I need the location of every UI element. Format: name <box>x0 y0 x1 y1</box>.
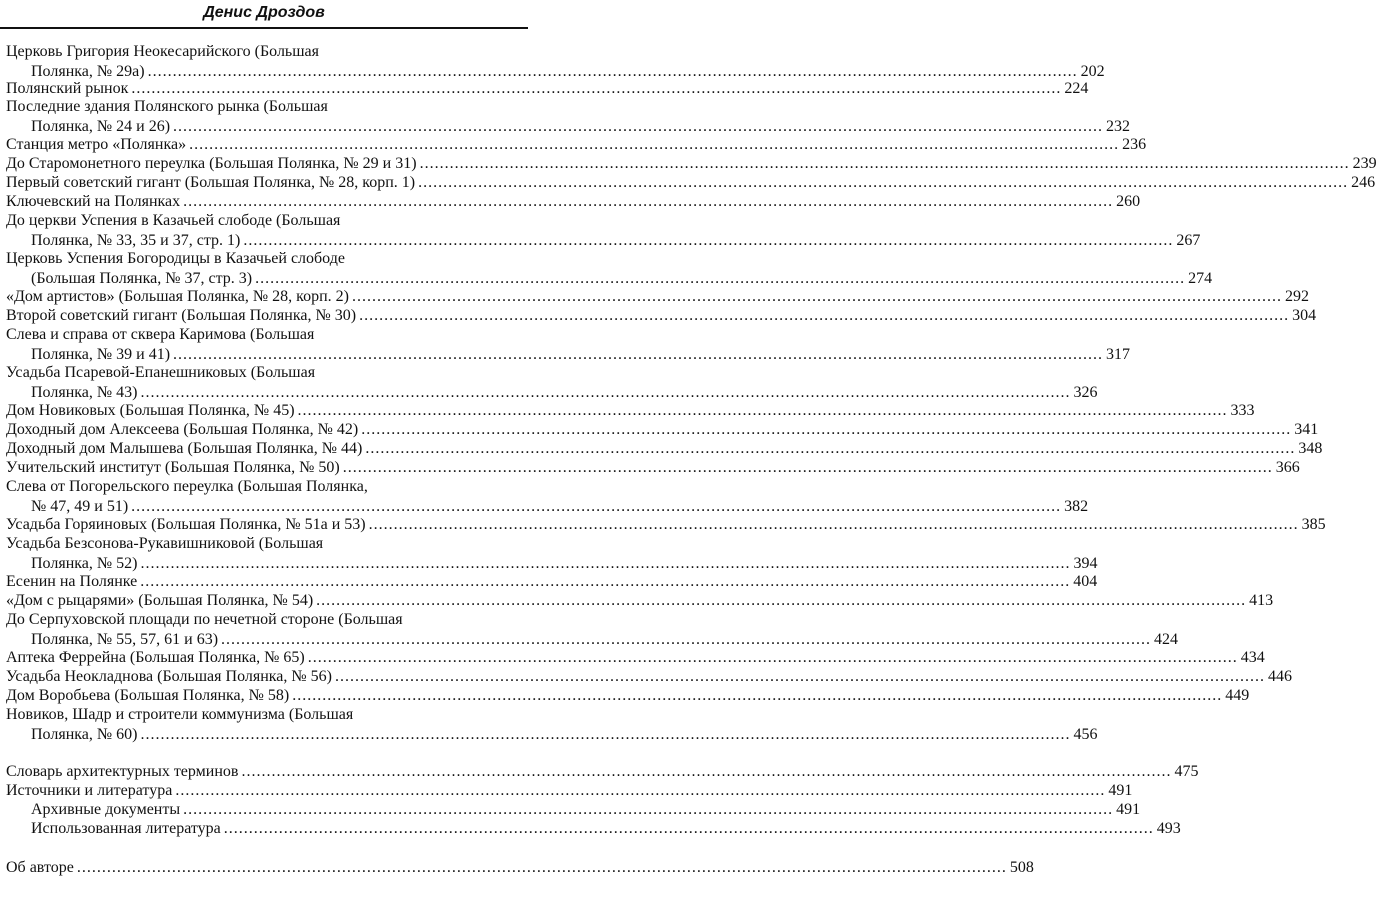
toc-entry <box>6 420 1319 440</box>
leader-dots <box>131 497 1061 517</box>
toc-entry-title: Полянка, № 55, 57, 61 и 63) <box>31 631 219 648</box>
toc-entry-title: Доходный дом Малышева (Большая Полянка, № 44) <box>6 440 363 457</box>
toc-entry <box>6 781 1133 801</box>
toc-entry-page: 424 <box>1154 631 1179 648</box>
toc-entry-title: Ключевский на Полянках <box>6 193 181 210</box>
toc-entry-title: № 47, 49 и 51) <box>31 498 129 515</box>
toc-entry-page: 246 <box>1351 174 1376 191</box>
leader-dots <box>140 554 1070 574</box>
toc-entry-title-line1: Последние здания Полянского рынка (Большая <box>6 98 328 115</box>
toc-entry-title: Полянка, № 60) <box>31 726 138 743</box>
toc-entry-title: Архивные документы <box>31 801 181 818</box>
toc-entry-page: 475 <box>1174 763 1199 780</box>
toc-entry <box>6 249 1213 289</box>
leader-dots <box>140 383 1070 403</box>
leader-dots <box>352 287 1282 307</box>
leader-dots <box>183 192 1113 212</box>
toc-entry <box>6 211 1201 251</box>
toc-entry-title: Использованная литература <box>31 820 221 837</box>
leader-dots <box>365 439 1295 459</box>
toc-entry <box>6 97 1131 137</box>
leader-dots <box>175 781 1105 801</box>
toc-entry-title-line1: Слева от Погорельского переулка (Большая Полянка, <box>6 478 368 495</box>
toc-entry-title-line1: До церкви Успения в Казачьей слободе (Большая <box>6 212 341 229</box>
toc-entry-page: 292 <box>1284 288 1309 305</box>
toc-entry-title: Полянка, № 33, 35 и 37, стр. 1) <box>31 232 241 249</box>
toc-entry-page: 394 <box>1073 555 1098 572</box>
leader-dots <box>173 117 1103 137</box>
toc-entry <box>6 610 1179 650</box>
leader-dots <box>359 306 1289 326</box>
toc-entry-page: 274 <box>1188 270 1213 287</box>
toc-entry <box>6 325 1131 365</box>
toc-entry-title: До Старомонетного переулка (Большая Полянка, № 29 и 31) <box>6 155 417 172</box>
toc-entry-title: Полянка, № 39 и 41) <box>31 346 171 363</box>
toc-entry-title: Усадьба Горяиновых (Большая Полянка, № 51а и 53) <box>6 516 366 533</box>
leader-dots <box>140 572 1070 592</box>
toc-entry-page: 493 <box>1156 820 1181 837</box>
toc-entry-page: 382 <box>1064 498 1089 515</box>
toc-entry-page: 317 <box>1106 346 1131 363</box>
leader-dots <box>221 630 1151 650</box>
toc-entry <box>6 515 1326 535</box>
leader-dots <box>173 345 1103 365</box>
toc-entry-page: 202 <box>1080 63 1105 80</box>
toc-entry-page: 260 <box>1116 193 1141 210</box>
toc-entry-title: Об авторе <box>6 859 74 876</box>
leader-dots <box>308 648 1238 668</box>
leader-dots <box>241 762 1171 782</box>
toc-entry <box>6 173 1376 193</box>
toc-entry-page: 366 <box>1275 459 1300 476</box>
toc-entry-page: 267 <box>1176 232 1201 249</box>
toc-entry-page: 491 <box>1116 801 1141 818</box>
leader-dots <box>255 269 1185 289</box>
toc-entry-page: 446 <box>1268 668 1292 685</box>
toc-entry <box>6 762 1199 782</box>
toc-entry-title: Аптека Феррейна (Большая Полянка, № 65) <box>6 649 305 666</box>
toc-entry <box>6 591 1274 611</box>
toc-entry <box>6 534 1098 574</box>
leader-dots <box>224 819 1154 839</box>
header-rule <box>0 27 528 29</box>
toc-entry-title: Дом Новиковых (Большая Полянка, № 45) <box>6 402 295 419</box>
toc-entry-title: Полянский рынок <box>6 80 129 97</box>
leader-dots <box>77 858 1007 878</box>
toc-entry <box>6 287 1309 307</box>
toc-entry-title: Учительский институт (Большая Полянка, № 50) <box>6 459 340 476</box>
toc-entry-page: 434 <box>1240 649 1265 666</box>
toc-entry-page: 449 <box>1225 687 1250 704</box>
toc-entry-page: 385 <box>1301 516 1326 533</box>
toc-entry-title: Полянка, № 29а) <box>31 63 145 80</box>
toc-entry <box>6 42 1105 82</box>
leader-dots <box>183 800 1113 820</box>
toc-entry <box>6 858 1034 878</box>
toc-entry <box>6 306 1317 326</box>
leader-dots <box>361 420 1291 440</box>
toc-entry <box>6 705 1098 745</box>
toc-entry-title-line1: Новиков, Шадр и строители коммунизма (Большая <box>6 706 354 723</box>
leader-dots <box>131 79 1061 99</box>
toc-entry <box>6 79 1089 99</box>
toc-entry-title: Полянка, № 43) <box>31 384 138 401</box>
toc-entry-page: 333 <box>1230 402 1255 419</box>
toc-entry-title: Станция метро «Полянка» <box>6 136 187 153</box>
toc-entry-title: Первый советский гигант (Большая Полянка, № 28, корп. 1) <box>6 174 416 191</box>
toc-entry-title-line1: До Серпуховской площади по нечетной стороне (Большая <box>6 611 403 628</box>
toc-entry-page: 326 <box>1073 384 1098 401</box>
toc-entry-title: Дом Воробьева (Большая Полянка, № 58) <box>6 687 290 704</box>
leader-dots <box>189 135 1119 155</box>
toc-entry <box>6 686 1250 706</box>
toc-entry-page: 348 <box>1298 440 1323 457</box>
leader-dots <box>343 458 1273 478</box>
running-header-author: Денис Дроздов <box>203 4 325 21</box>
toc-entry-title: «Дом с рыцарями» (Большая Полянка, № 54) <box>6 592 314 609</box>
leader-dots <box>140 725 1070 745</box>
toc-entry <box>6 154 1377 174</box>
leader-dots <box>418 173 1348 193</box>
leader-dots <box>292 686 1222 706</box>
toc-entry-page: 236 <box>1122 136 1147 153</box>
toc-entry-page: 232 <box>1106 118 1131 135</box>
toc-entry-page: 456 <box>1073 726 1098 743</box>
toc-entry <box>6 667 1292 687</box>
toc-entry-page: 491 <box>1108 782 1133 799</box>
toc-entry-title-line1: Усадьба Безсонова-Рукавишниковой (Большая <box>6 535 324 552</box>
toc-entry <box>6 363 1098 403</box>
leader-dots <box>335 667 1265 687</box>
toc-entry-title-line1: Усадьба Псаревой-Епанешниковых (Большая <box>6 364 316 381</box>
toc-entry-page: 239 <box>1352 155 1377 172</box>
toc-entry-title: Полянка, № 24 и 26) <box>31 118 171 135</box>
toc-entry-page: 404 <box>1073 573 1098 590</box>
toc-entry-title: Полянка, № 52) <box>31 555 138 572</box>
toc-entry <box>6 800 1141 820</box>
toc-entry-title: (Большая Полянка, № 37, стр. 3) <box>31 270 253 287</box>
toc-entry-title-line1: Слева и справа от сквера Каримова (Большая <box>6 326 315 343</box>
toc-entry-page: 224 <box>1064 80 1089 97</box>
leader-dots <box>316 591 1246 611</box>
toc-entry-title: Есенин на Полянке <box>6 573 138 590</box>
toc-entry <box>6 192 1141 212</box>
leader-dots <box>420 154 1350 174</box>
toc-entry-page: 341 <box>1294 421 1319 438</box>
toc-entry-title-line1: Церковь Успения Богородицы в Казачьей слободе <box>6 250 345 267</box>
toc-entry <box>6 819 1181 839</box>
toc-entry <box>6 458 1300 478</box>
toc-entry <box>6 135 1147 155</box>
toc-entry-title: Второй советский гигант (Большая Полянка, № 30) <box>6 307 357 324</box>
toc-entry-title: «Дом артистов» (Большая Полянка, № 28, корп. 2) <box>6 288 349 305</box>
leader-dots <box>243 231 1173 251</box>
toc-entry <box>6 477 1089 517</box>
toc-entry-title: Словарь архитектурных терминов <box>6 763 239 780</box>
leader-dots <box>369 515 1299 535</box>
toc-entry-page: 508 <box>1009 859 1034 876</box>
toc-entry <box>6 648 1265 668</box>
toc-entry <box>6 401 1255 421</box>
toc-entry <box>6 439 1323 459</box>
toc-entry <box>6 572 1098 592</box>
toc-entry-title: Доходный дом Алексеева (Большая Полянка, № 42) <box>6 421 359 438</box>
toc-entry-title: Усадьба Неокладнова (Большая Полянка, № 56) <box>6 668 332 685</box>
toc-entry-page: 413 <box>1249 592 1274 609</box>
toc-entry-title-line1: Церковь Григория Неокесарийского (Большая <box>6 43 320 60</box>
leader-dots <box>298 401 1228 421</box>
toc-entry-page: 304 <box>1292 307 1317 324</box>
toc-entry-title: Источники и литература <box>6 782 173 799</box>
